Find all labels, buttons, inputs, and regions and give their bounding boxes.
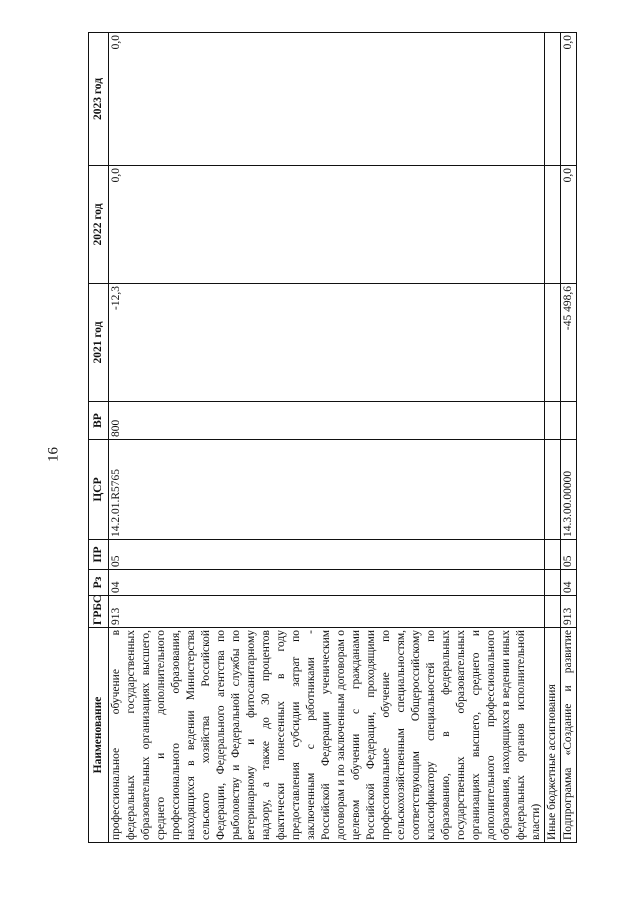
row-2023-cell: 0,0 <box>109 33 545 166</box>
row-name-line: образования, находящихся в ведении иных <box>500 630 512 840</box>
row-name-line: рыболовству и Федеральной службы по <box>230 630 242 840</box>
row-name-line: федеральных государственных <box>125 630 137 840</box>
header-2023: 2023 год <box>89 33 109 166</box>
row-name-line: профессиональное обучение по <box>380 630 392 840</box>
header-2021: 2021 год <box>89 284 109 402</box>
row-name-line: сельскохозяйственным специальностям, <box>395 630 407 840</box>
row-csr-cell: 14.3.00.00000 <box>561 440 577 540</box>
table-row <box>561 33 577 843</box>
row-pr-cell: 05 <box>109 540 545 570</box>
row-name-cell <box>109 628 545 843</box>
row-csr-cell <box>545 440 561 540</box>
row-name-line: классификатору специальностей по <box>425 630 437 840</box>
row-name-line: Иные бюджетные ассигнования <box>546 684 558 840</box>
row-vr-cell <box>545 402 561 440</box>
row-name-cell <box>545 628 561 843</box>
row-rz-cell <box>545 570 561 596</box>
row-2022-cell <box>545 166 561 284</box>
row-name-line: ветеринарному и фитосанитарному <box>245 630 257 840</box>
budget-table <box>88 32 577 843</box>
row-name-line: образовательных организациях высшего, <box>140 630 152 840</box>
row-vr-cell: 800 <box>109 402 545 440</box>
header-pr: ПР <box>89 540 109 570</box>
row-grbs-cell <box>545 596 561 628</box>
row-2021-cell <box>545 284 561 402</box>
row-2021-cell: -45 498,6 <box>561 284 577 402</box>
row-name-line: надзору, а также до 30 процентов <box>260 630 272 840</box>
row-name-line: власти) <box>530 803 542 840</box>
row-name-line: Федерации, Федерального агентства по <box>215 630 227 840</box>
row-vr-cell <box>561 402 577 440</box>
row-name-line: находящихся в ведении Министерства <box>185 630 197 840</box>
row-name-line: среднего и дополнительного <box>155 630 167 840</box>
row-name-line: договорам и по заключенным договорам о <box>335 630 347 840</box>
row-2023-cell <box>545 33 561 166</box>
row-name-line: сельского хозяйства Российской <box>200 630 212 840</box>
header-vr: ВР <box>89 402 109 440</box>
table-header-row <box>89 33 109 843</box>
row-2023-cell: 0,0 <box>561 33 577 166</box>
row-name-line: профессионального образования, <box>170 630 182 840</box>
row-name-line: профессиональное обучение в <box>110 630 122 840</box>
row-name-line: соответствующим Общероссийскому <box>410 630 422 840</box>
row-name-line: федеральных органов исполнительной <box>515 630 527 840</box>
table-row <box>109 33 545 843</box>
row-pr-cell <box>545 540 561 570</box>
row-grbs-cell: 913 <box>109 596 545 628</box>
table-row <box>545 33 561 843</box>
row-name-line: Российской Федерации ученическим <box>320 630 332 840</box>
row-2022-cell: 0,0 <box>561 166 577 284</box>
row-name-line: заключенным с работниками - <box>305 630 317 840</box>
header-rz: Рз <box>89 570 109 596</box>
page-number: 16 <box>45 447 62 462</box>
row-grbs-cell: 913 <box>561 596 577 628</box>
row-rz-cell: 04 <box>561 570 577 596</box>
row-name-line: дополнительного профессионального <box>485 630 497 840</box>
row-name-line: государственных образовательных <box>455 630 467 840</box>
row-name-line: образованию, в федеральных <box>440 630 452 840</box>
header-csr: ЦСР <box>89 440 109 540</box>
table-body <box>109 33 577 843</box>
row-name-line: целевом обучении с гражданами <box>350 630 362 840</box>
row-name-line: организациях высшего, среднего и <box>470 630 482 840</box>
row-2022-cell: 0,0 <box>109 166 545 284</box>
row-name-line: Российской Федерации, проходящими <box>365 630 377 840</box>
row-name-line: фактически понесенных в году <box>275 630 287 840</box>
header-2022: 2022 год <box>89 166 109 284</box>
row-rz-cell: 04 <box>109 570 545 596</box>
row-name-cell <box>561 628 577 843</box>
row-name-line: Подпрограмма «Создание и развитие <box>562 630 574 840</box>
header-name: Наименование <box>89 628 109 843</box>
row-csr-cell: 14.2.01.R5765 <box>109 440 545 540</box>
header-grbs: ГРБС <box>89 596 109 628</box>
row-pr-cell: 05 <box>561 540 577 570</box>
budget-table-container <box>88 33 574 843</box>
row-name-line: предоставления субсидии затрат по <box>290 630 302 840</box>
row-2021-cell: -12,3 <box>109 284 545 402</box>
